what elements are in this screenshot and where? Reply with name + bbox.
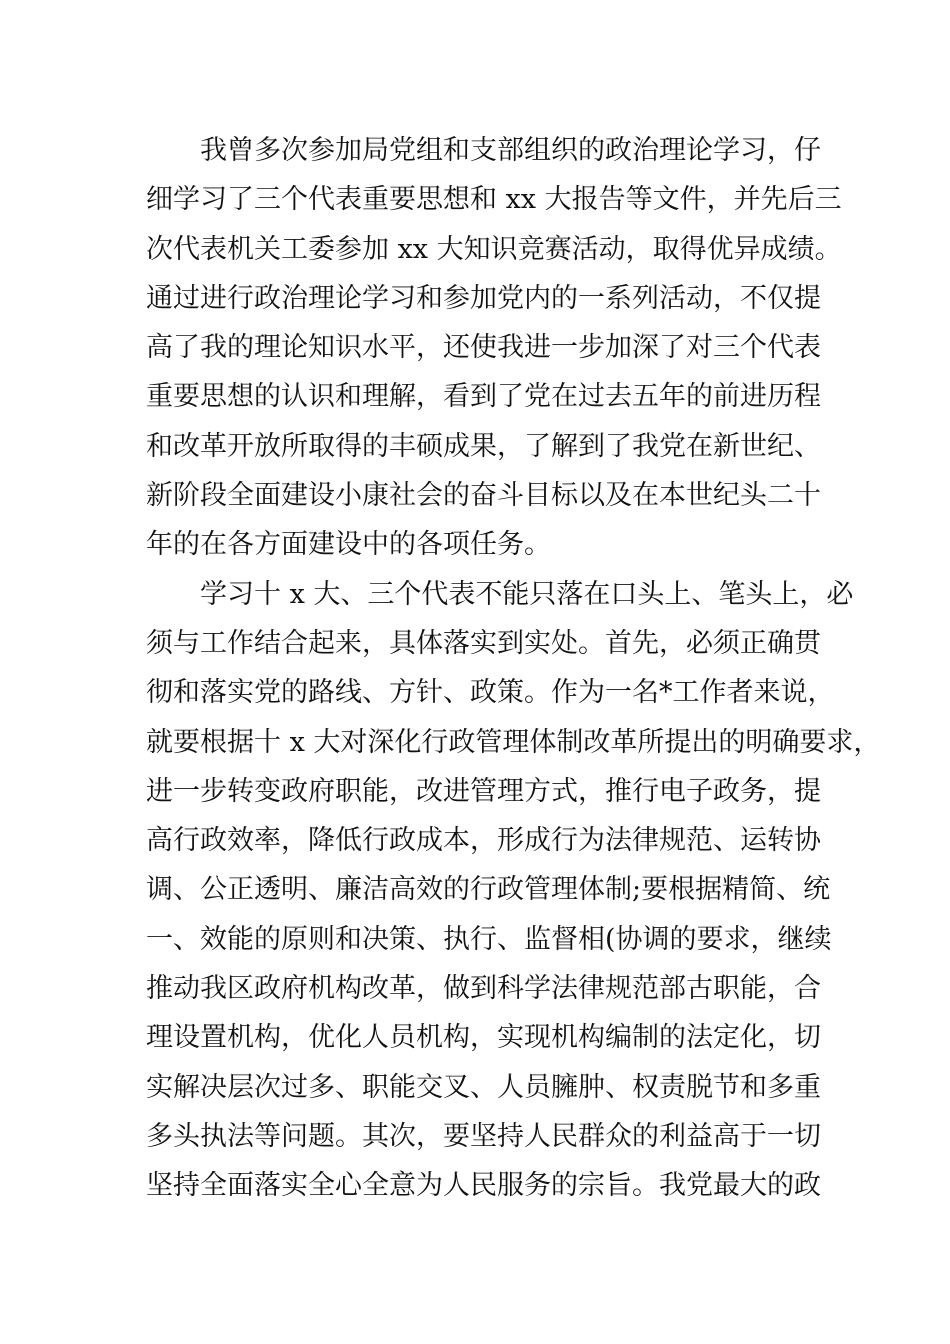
paragraph-1	[146, 126, 842, 570]
text-line: 学习十 x 大、三个代表不能只落在口头上、笔头上，必	[200, 578, 854, 610]
text-line: 彻和落实党的路线、方针、政策。作为一名*工作者来说，	[146, 677, 835, 709]
text-line: 高行政效率，降低行政成本，形成行为法律规范、运转协	[146, 825, 821, 857]
text-line: 和改革开放所取得的丰硕成果，了解到了我党在新世纪、	[146, 430, 821, 462]
text-line: 进一步转变政府职能，改进管理方式，推行电子政务，提	[146, 775, 821, 807]
text-line: 细学习了三个代表重要思想和 xx 大报告等文件，并先后三	[146, 184, 842, 216]
text-line: 理设置机构，优化人员机构，实现机构编制的法定化，切	[146, 1022, 821, 1054]
text-line: 通过进行政治理论学习和参加党内的一系列活动，不仅提	[146, 282, 821, 314]
text-line: 坚持全面落实全心全意为人民服务的宗旨。我党最大的政	[146, 1170, 821, 1202]
text-line: 新阶段全面建设小康社会的奋斗目标以及在本世纪头二十	[146, 480, 821, 512]
text-line: 年的在各方面建设中的各项任务。	[146, 529, 551, 561]
text-line: 实解决层次过多、职能交叉、人员臃肿、权责脱节和多重	[146, 1071, 821, 1103]
text-line: 高了我的理论知识水平，还使我进一步加深了对三个代表	[146, 332, 821, 364]
text-line: 我曾多次参加局党组和支部组织的政治理论学习，仔	[200, 135, 821, 166]
text-line: 多头执法等问题。其次，要坚持人民群众的利益高于一切	[146, 1120, 821, 1152]
document-body	[146, 126, 881, 1211]
text-line: 重要思想的认识和理解，看到了党在过去五年的前进历程	[146, 381, 821, 413]
text-line: 调、公正透明、廉洁高效的行政管理体制;要根据精简、统	[146, 874, 831, 906]
text-line: 一、效能的原则和决策、执行、监督相(协调的要求，继续	[146, 923, 832, 955]
paragraph-2	[146, 570, 881, 1211]
text-line: 次代表机关工委参加 xx 大知识竞赛活动，取得优异成绩。	[146, 233, 842, 265]
text-line: 就要根据十 x 大对深化行政管理体制改革所提出的明确要求，	[146, 726, 881, 758]
text-line: 须与工作结合起来，具体落实到实处。首先，必须正确贯	[146, 627, 821, 659]
text-line: 推动我区政府机构改革，做到科学法律规范部古职能，合	[146, 973, 821, 1005]
